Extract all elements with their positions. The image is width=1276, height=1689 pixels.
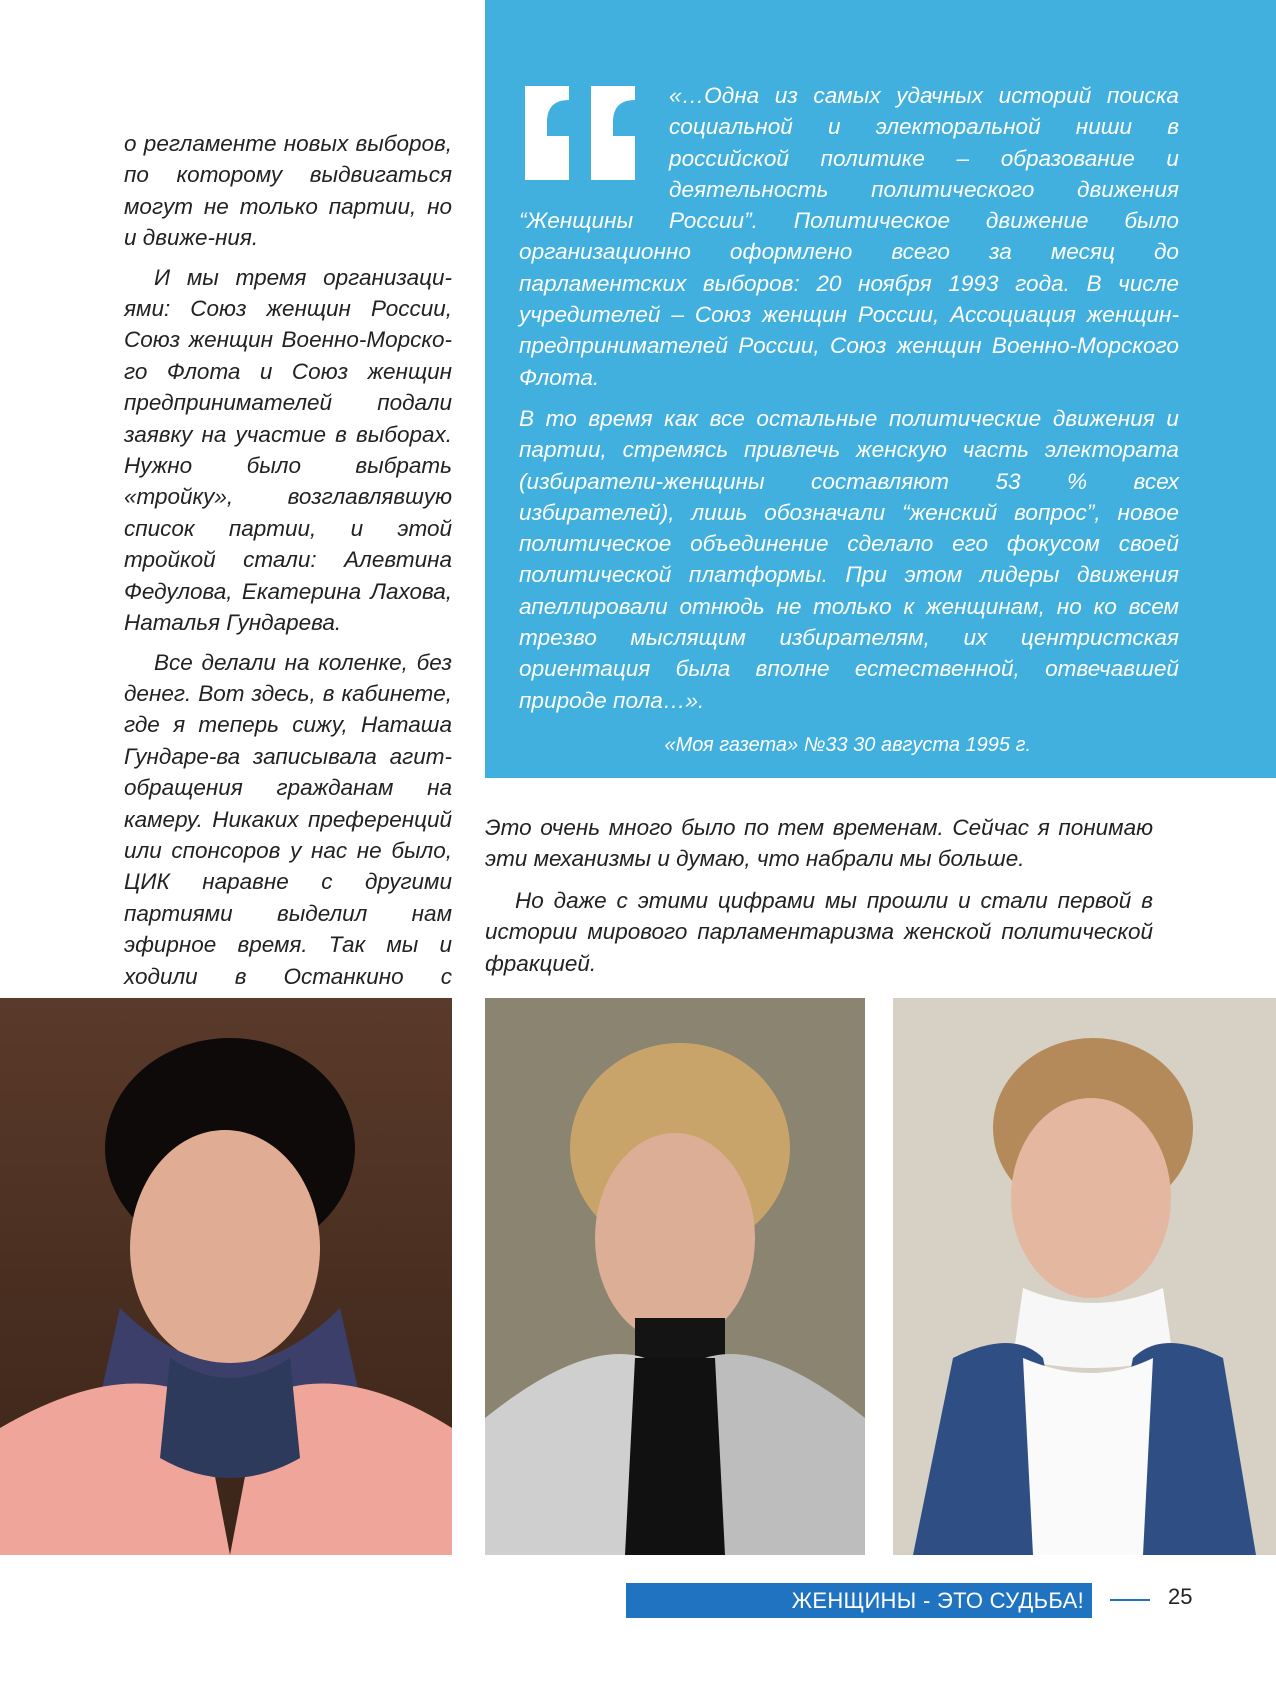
quote-source: «Моя газета» №33 30 августа 1995 г. <box>664 733 1031 756</box>
right-text-column <box>485 812 1153 989</box>
left-paragraph-1: о регламенте новых выборов, по которому выдвигаться могут не только партии, но и движе-ния. <box>124 131 452 251</box>
left-text-column <box>124 128 452 1094</box>
right-paragraph-1: Это очень много было по тем временам. Сейчас я понимаю эти механизмы и думаю, что набрали мы больше. <box>485 815 1153 872</box>
portrait-photo-1 <box>0 998 452 1555</box>
quote-box <box>485 0 1276 778</box>
footer-title-bar <box>626 1583 1092 1618</box>
quote-paragraph-2: В то время как все остальные политические движения и партии, стремясь привлечь женскую часть электората (избиратели-женщины составляют 53 % всех избирателей), лишь обозначали “женский вопрос”, новое политическое объединение сделало его фокусом своей политической платформы. При этом лидеры движения апеллировали отнюдь не только к женщинам, но ко всем трезво мыслящим избирателям, их центристская ориентация была вполне естественной, отвечавшей природе пола…». <box>519 405 1179 713</box>
portrait-photo-2 <box>485 998 865 1555</box>
left-paragraph-3: Все делали на коленке, без денег. Вот здесь, в кабинете, где я теперь сижу, Наташа Гундаре-ва записывала агит-обращения гражданам на камеру. Никаких преференций или спонсоров у нас не было, ЦИК наравне с другими партиями выделил нам эфирное время. Так мы и ходили в Останкино с <box>124 649 452 989</box>
footer-rule <box>1110 1599 1150 1601</box>
portrait-photo-3 <box>893 998 1276 1555</box>
quote-paragraph-1: “Женщины России”. Политическое движение было организационно оформлено всего за месяц до парламентских выборов: 20 ноября 1993 года. В числе учредителей – Союз женщин России, Ассоциация женщин-предпринимателей России, Союз женщин Военно-Морского Флота. <box>519 208 1179 390</box>
quote-text <box>519 80 1179 761</box>
page-number: 25 <box>1168 1584 1193 1609</box>
footer-title: ЖЕНЩИНЫ - ЭТО СУДЬБА! <box>791 1587 1084 1613</box>
quote-opening-lines: «…Одна из самых удачных историй поиска социальной и электоральной ниши в российской политике – образование и деятельность политического движения <box>669 83 1179 202</box>
left-paragraph-2: И мы тремя организаци-ями: Союз женщин России, Союз женщин Военно-Морско-го Флота и Союз женщин предпринимателей подали заявку на участие в выборах. Нужно было выбрать «тройку», возглавлявшую список партии, и этой тройкой стали: Алевтина Федулова, Екатерина Лахова, Наталья Гундарева. <box>124 264 452 636</box>
right-paragraph-2: Но даже с этими цифрами мы прошли и стали первой в истории мирового парламентаризма женской политической фракцией. <box>485 887 1153 976</box>
